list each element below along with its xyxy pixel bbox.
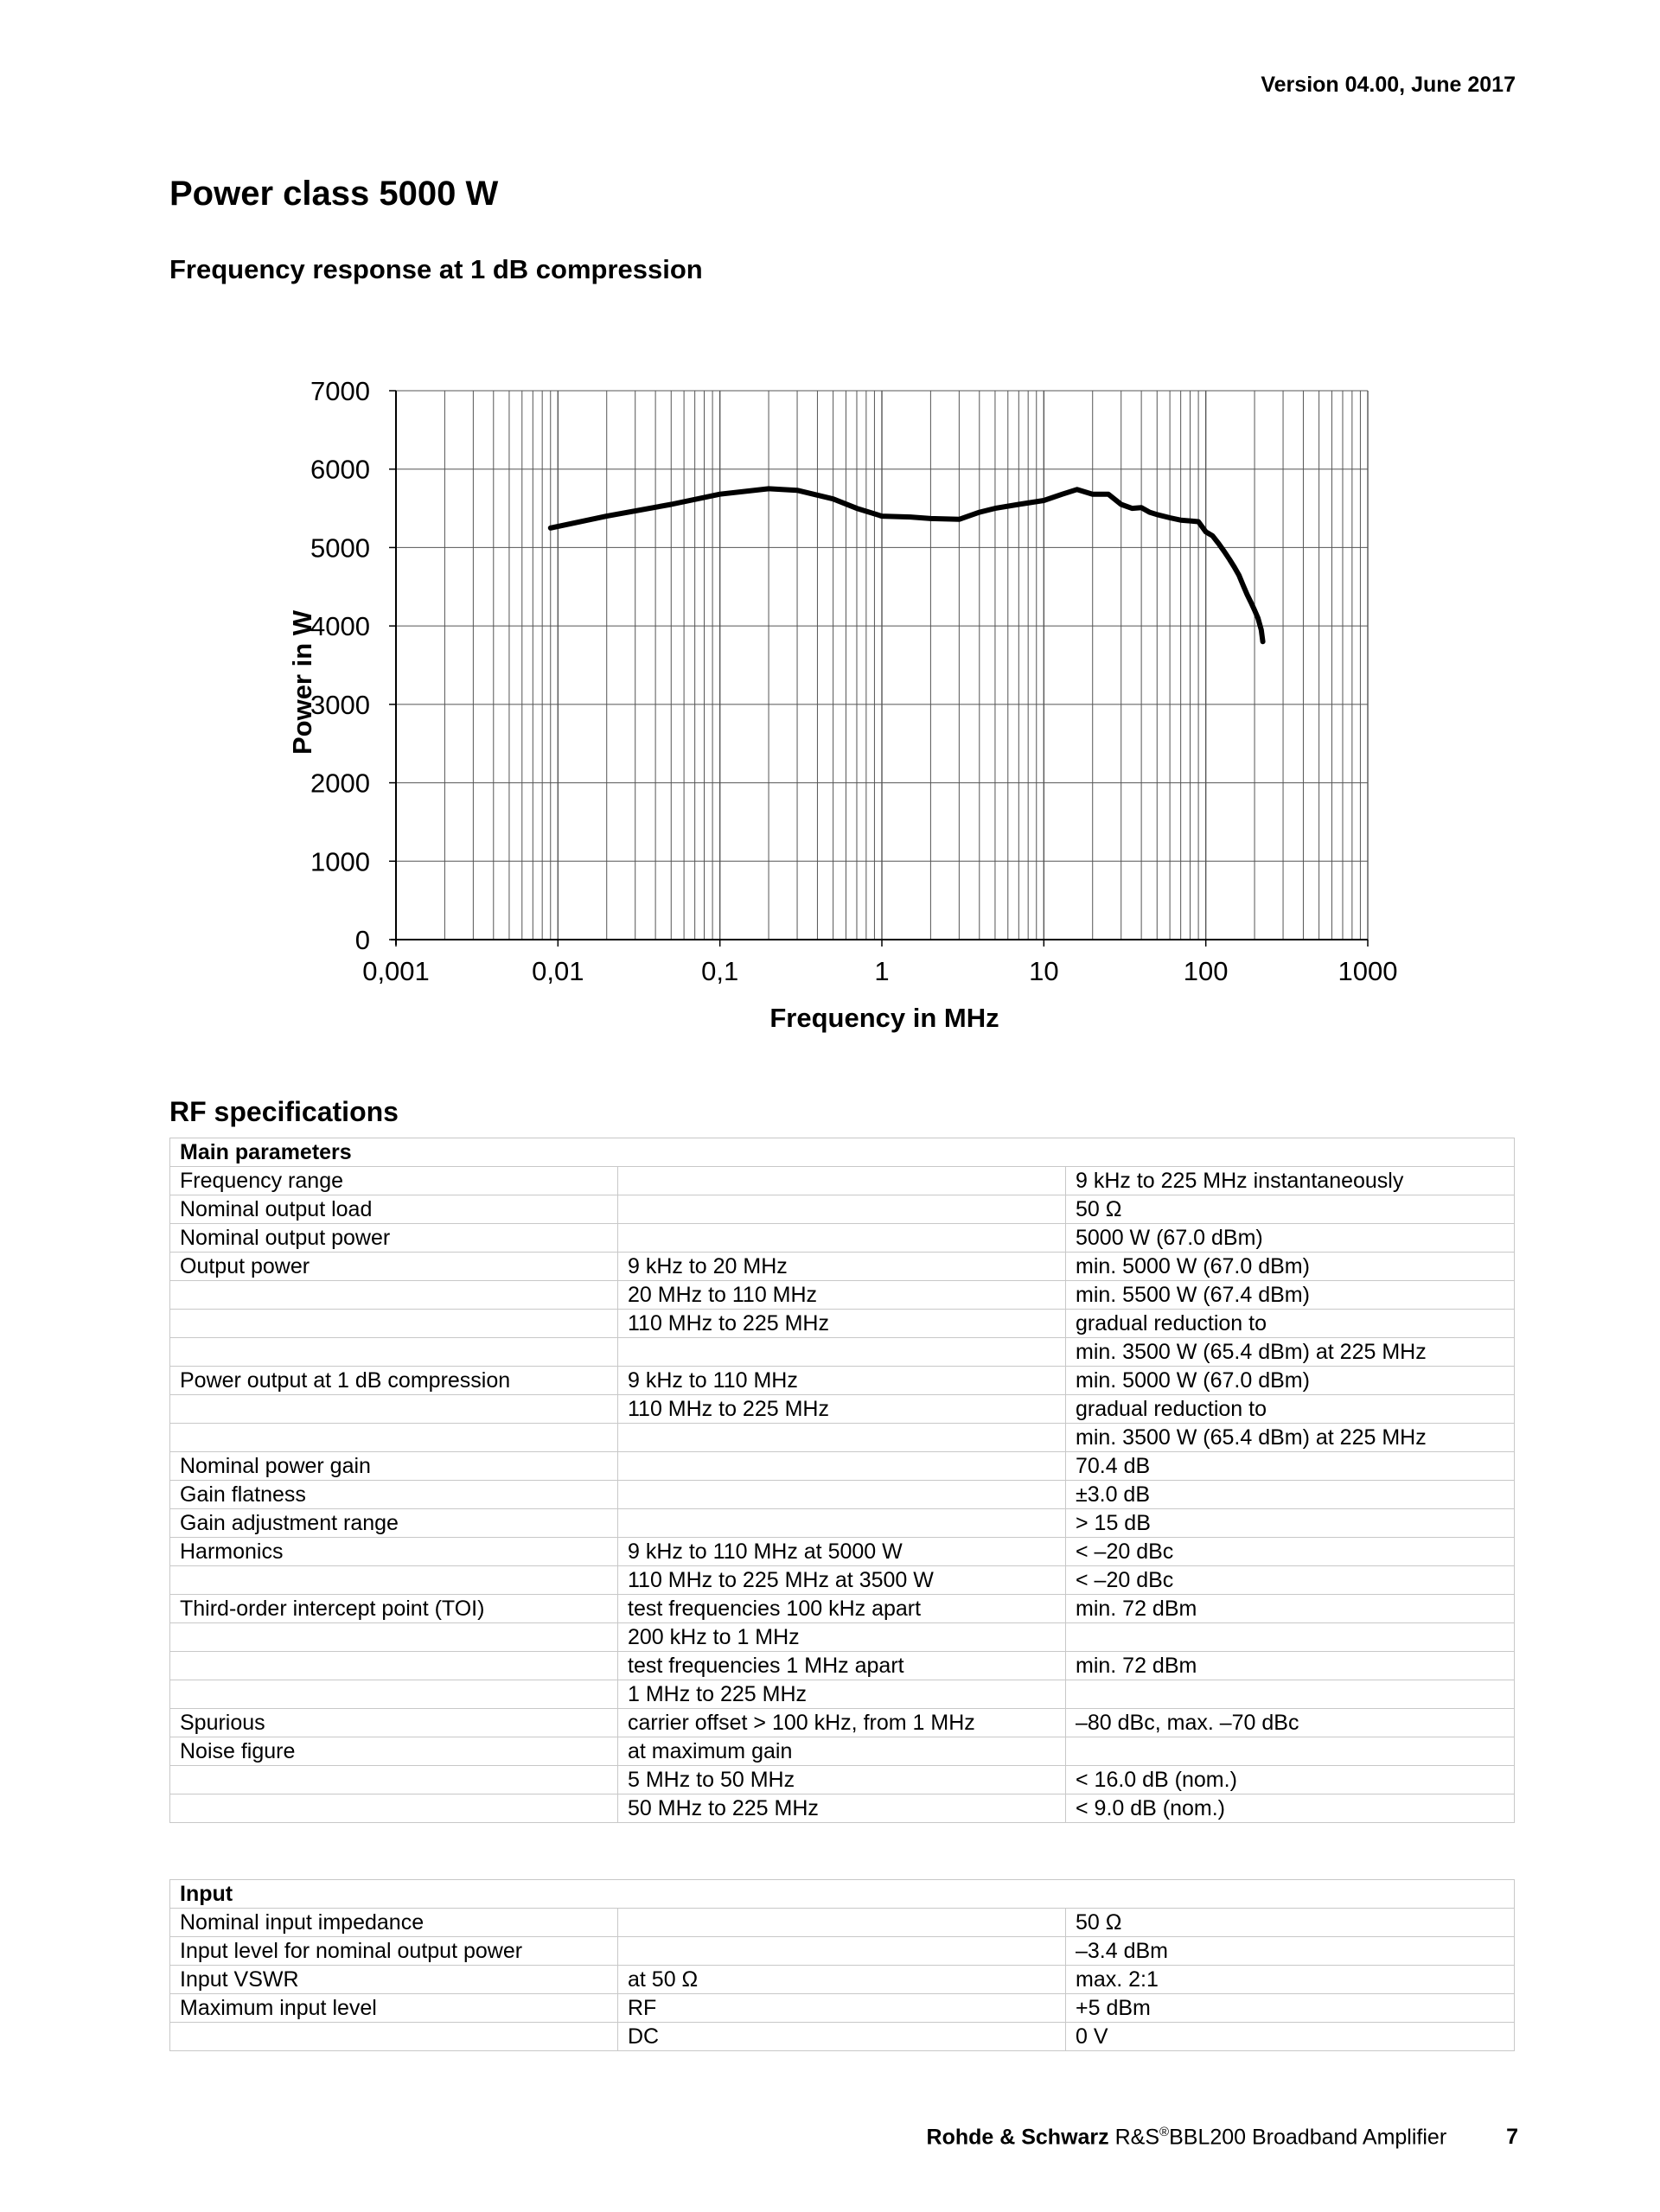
condition-cell: 110 MHz to 225 MHz at 3500 W	[618, 1566, 1066, 1595]
condition-cell	[618, 1338, 1066, 1367]
parameter-cell: Input level for nominal output power	[170, 1937, 618, 1966]
parameter-cell: Gain flatness	[170, 1481, 618, 1509]
value-cell: min. 3500 W (65.4 dBm) at 225 MHz	[1066, 1424, 1515, 1452]
table-row	[170, 1709, 1515, 1737]
table-row	[170, 1310, 1515, 1338]
value-cell: 70.4 dB	[1066, 1452, 1515, 1481]
parameter-cell	[170, 1338, 618, 1367]
value-cell: min. 5000 W (67.0 dBm)	[1066, 1253, 1515, 1281]
table-row	[170, 1595, 1515, 1623]
parameter-cell	[170, 1566, 618, 1595]
value-cell	[1066, 1737, 1515, 1766]
parameter-cell	[170, 1281, 618, 1310]
parameter-cell: Maximum input level	[170, 1994, 618, 2023]
parameter-cell	[170, 1623, 618, 1652]
table-row	[170, 1566, 1515, 1595]
condition-cell	[618, 1909, 1066, 1937]
condition-cell: test frequencies 100 kHz apart	[618, 1595, 1066, 1623]
parameter-cell: Harmonics	[170, 1538, 618, 1566]
value-cell: 50 Ω	[1066, 1195, 1515, 1224]
condition-cell: test frequencies 1 MHz apart	[618, 1652, 1066, 1680]
condition-cell: 1 MHz to 225 MHz	[618, 1680, 1066, 1709]
condition-cell	[618, 1937, 1066, 1966]
parameter-cell: Power output at 1 dB compression	[170, 1367, 618, 1395]
table-row	[170, 1538, 1515, 1566]
table-row	[170, 1338, 1515, 1367]
condition-cell	[618, 1224, 1066, 1253]
table-row	[170, 1966, 1515, 1994]
condition-cell	[618, 1167, 1066, 1195]
main-parameters-table	[169, 1138, 1515, 1823]
condition-cell: RF	[618, 1994, 1066, 2023]
condition-cell: carrier offset > 100 kHz, from 1 MHz	[618, 1709, 1066, 1737]
table-row	[170, 1395, 1515, 1424]
parameter-cell	[170, 1794, 618, 1823]
parameter-cell: Nominal power gain	[170, 1452, 618, 1481]
table-row	[170, 1909, 1515, 1937]
x-tick-label: 0,1	[701, 956, 739, 986]
value-cell: min. 72 dBm	[1066, 1595, 1515, 1623]
value-cell: < 9.0 dB (nom.)	[1066, 1794, 1515, 1823]
y-tick-label: 7000	[310, 376, 370, 406]
parameter-cell	[170, 1395, 618, 1424]
value-cell: ±3.0 dB	[1066, 1481, 1515, 1509]
y-axis-label: Power in W	[287, 609, 317, 755]
parameter-cell	[170, 1652, 618, 1680]
y-tick-label: 6000	[310, 454, 370, 485]
x-tick-label: 1	[874, 956, 890, 986]
value-cell: 0 V	[1066, 2023, 1515, 2051]
series-line	[551, 488, 1263, 641]
value-cell	[1066, 1680, 1515, 1709]
x-axis-label: Frequency in MHz	[769, 1003, 999, 1033]
parameter-cell: Third-order intercept point (TOI)	[170, 1595, 618, 1623]
parameter-cell: Nominal output load	[170, 1195, 618, 1224]
condition-cell: 110 MHz to 225 MHz	[618, 1310, 1066, 1338]
table-row	[170, 1509, 1515, 1538]
condition-cell: 20 MHz to 110 MHz	[618, 1281, 1066, 1310]
footer-product-prefix: R&S	[1114, 2125, 1160, 2150]
parameter-cell	[170, 1310, 618, 1338]
y-tick-label: 4000	[310, 611, 370, 642]
parameter-cell: Nominal input impedance	[170, 1909, 618, 1937]
input-table	[169, 1879, 1515, 2051]
value-cell: gradual reduction to	[1066, 1395, 1515, 1424]
registered-mark: ®	[1159, 2125, 1170, 2139]
parameter-cell	[170, 1424, 618, 1452]
footer-company: Rohde & Schwarz	[926, 2125, 1109, 2150]
value-cell: < –20 dBc	[1066, 1566, 1515, 1595]
table-row	[170, 1623, 1515, 1652]
table-row	[170, 1652, 1515, 1680]
condition-cell: 50 MHz to 225 MHz	[618, 1794, 1066, 1823]
parameter-cell: Frequency range	[170, 1167, 618, 1195]
condition-cell	[618, 1509, 1066, 1538]
parameter-cell: Gain adjustment range	[170, 1509, 618, 1538]
table-row	[170, 1937, 1515, 1966]
y-tick-label: 5000	[310, 532, 370, 564]
y-tick-label: 1000	[310, 846, 370, 877]
condition-cell: 9 kHz to 110 MHz	[618, 1367, 1066, 1395]
table-row	[170, 1452, 1515, 1481]
condition-cell: 5 MHz to 50 MHz	[618, 1766, 1066, 1794]
condition-cell: at 50 Ω	[618, 1966, 1066, 1994]
parameter-cell: Output power	[170, 1253, 618, 1281]
value-cell: +5 dBm	[1066, 1994, 1515, 2023]
value-cell: < 16.0 dB (nom.)	[1066, 1766, 1515, 1794]
table-row	[170, 1167, 1515, 1195]
value-cell: min. 5500 W (67.4 dBm)	[1066, 1281, 1515, 1310]
table-row	[170, 1367, 1515, 1395]
chart-section-title: Frequency response at 1 dB compression	[169, 254, 703, 284]
main-parameters-heading: Main parameters	[170, 1138, 1515, 1167]
value-cell	[1066, 1623, 1515, 1652]
condition-cell: DC	[618, 2023, 1066, 2051]
page-title: Power class 5000 W	[169, 175, 499, 213]
parameter-cell: Input VSWR	[170, 1966, 618, 1994]
y-tick-label: 0	[354, 925, 370, 955]
value-cell: 9 kHz to 225 MHz instantaneously	[1066, 1167, 1515, 1195]
table-row	[170, 1994, 1515, 2023]
x-tick-label: 10	[1029, 956, 1059, 986]
condition-cell: at maximum gain	[618, 1737, 1066, 1766]
frequency-response-chart	[259, 363, 1418, 1046]
table-row	[170, 1481, 1515, 1509]
value-cell: min. 5000 W (67.0 dBm)	[1066, 1367, 1515, 1395]
page-footer	[927, 2125, 1518, 2150]
table-row	[170, 1224, 1515, 1253]
input-heading-row	[170, 1880, 1515, 1909]
x-tick-label: 100	[1183, 956, 1229, 986]
condition-cell	[618, 1452, 1066, 1481]
rf-section-title: RF specifications	[169, 1096, 399, 1127]
value-cell: –3.4 dBm	[1066, 1937, 1515, 1966]
table-row	[170, 1424, 1515, 1452]
table-row	[170, 1794, 1515, 1823]
y-tick-label: 3000	[310, 689, 370, 720]
parameter-cell: Spurious	[170, 1709, 618, 1737]
value-cell: 5000 W (67.0 dBm)	[1066, 1224, 1515, 1253]
value-cell: min. 3500 W (65.4 dBm) at 225 MHz	[1066, 1338, 1515, 1367]
table-row	[170, 1281, 1515, 1310]
parameter-cell: Noise figure	[170, 1737, 618, 1766]
x-tick-label: 0,01	[532, 956, 584, 986]
page-number: 7	[1506, 2125, 1518, 2150]
table-row	[170, 1253, 1515, 1281]
input-heading: Input	[170, 1880, 1515, 1909]
x-tick-label: 0,001	[362, 956, 430, 986]
table-row	[170, 1766, 1515, 1794]
table-row	[170, 1680, 1515, 1709]
value-cell: < –20 dBc	[1066, 1538, 1515, 1566]
x-tick-label: 1000	[1338, 956, 1398, 986]
value-cell: 50 Ω	[1066, 1909, 1515, 1937]
table-row	[170, 1737, 1515, 1766]
footer-product-name: BBL200 Broadband Amplifier	[1169, 2125, 1447, 2150]
condition-cell: 9 kHz to 110 MHz at 5000 W	[618, 1538, 1066, 1566]
condition-cell	[618, 1481, 1066, 1509]
parameter-cell	[170, 1680, 618, 1709]
value-cell: min. 72 dBm	[1066, 1652, 1515, 1680]
main-parameters-heading-row	[170, 1138, 1515, 1167]
condition-cell	[618, 1195, 1066, 1224]
parameter-cell	[170, 1766, 618, 1794]
condition-cell: 9 kHz to 20 MHz	[618, 1253, 1066, 1281]
parameter-cell: Nominal output power	[170, 1224, 618, 1253]
table-row	[170, 2023, 1515, 2051]
value-cell: gradual reduction to	[1066, 1310, 1515, 1338]
value-cell: –80 dBc, max. –70 dBc	[1066, 1709, 1515, 1737]
condition-cell	[618, 1424, 1066, 1452]
value-cell: > 15 dB	[1066, 1509, 1515, 1538]
condition-cell: 200 kHz to 1 MHz	[618, 1623, 1066, 1652]
parameter-cell	[170, 2023, 618, 2051]
condition-cell: 110 MHz to 225 MHz	[618, 1395, 1066, 1424]
y-tick-label: 2000	[310, 768, 370, 799]
table-row	[170, 1195, 1515, 1224]
value-cell: max. 2:1	[1066, 1966, 1515, 1994]
version-label: Version 04.00, June 2017	[1261, 73, 1516, 97]
